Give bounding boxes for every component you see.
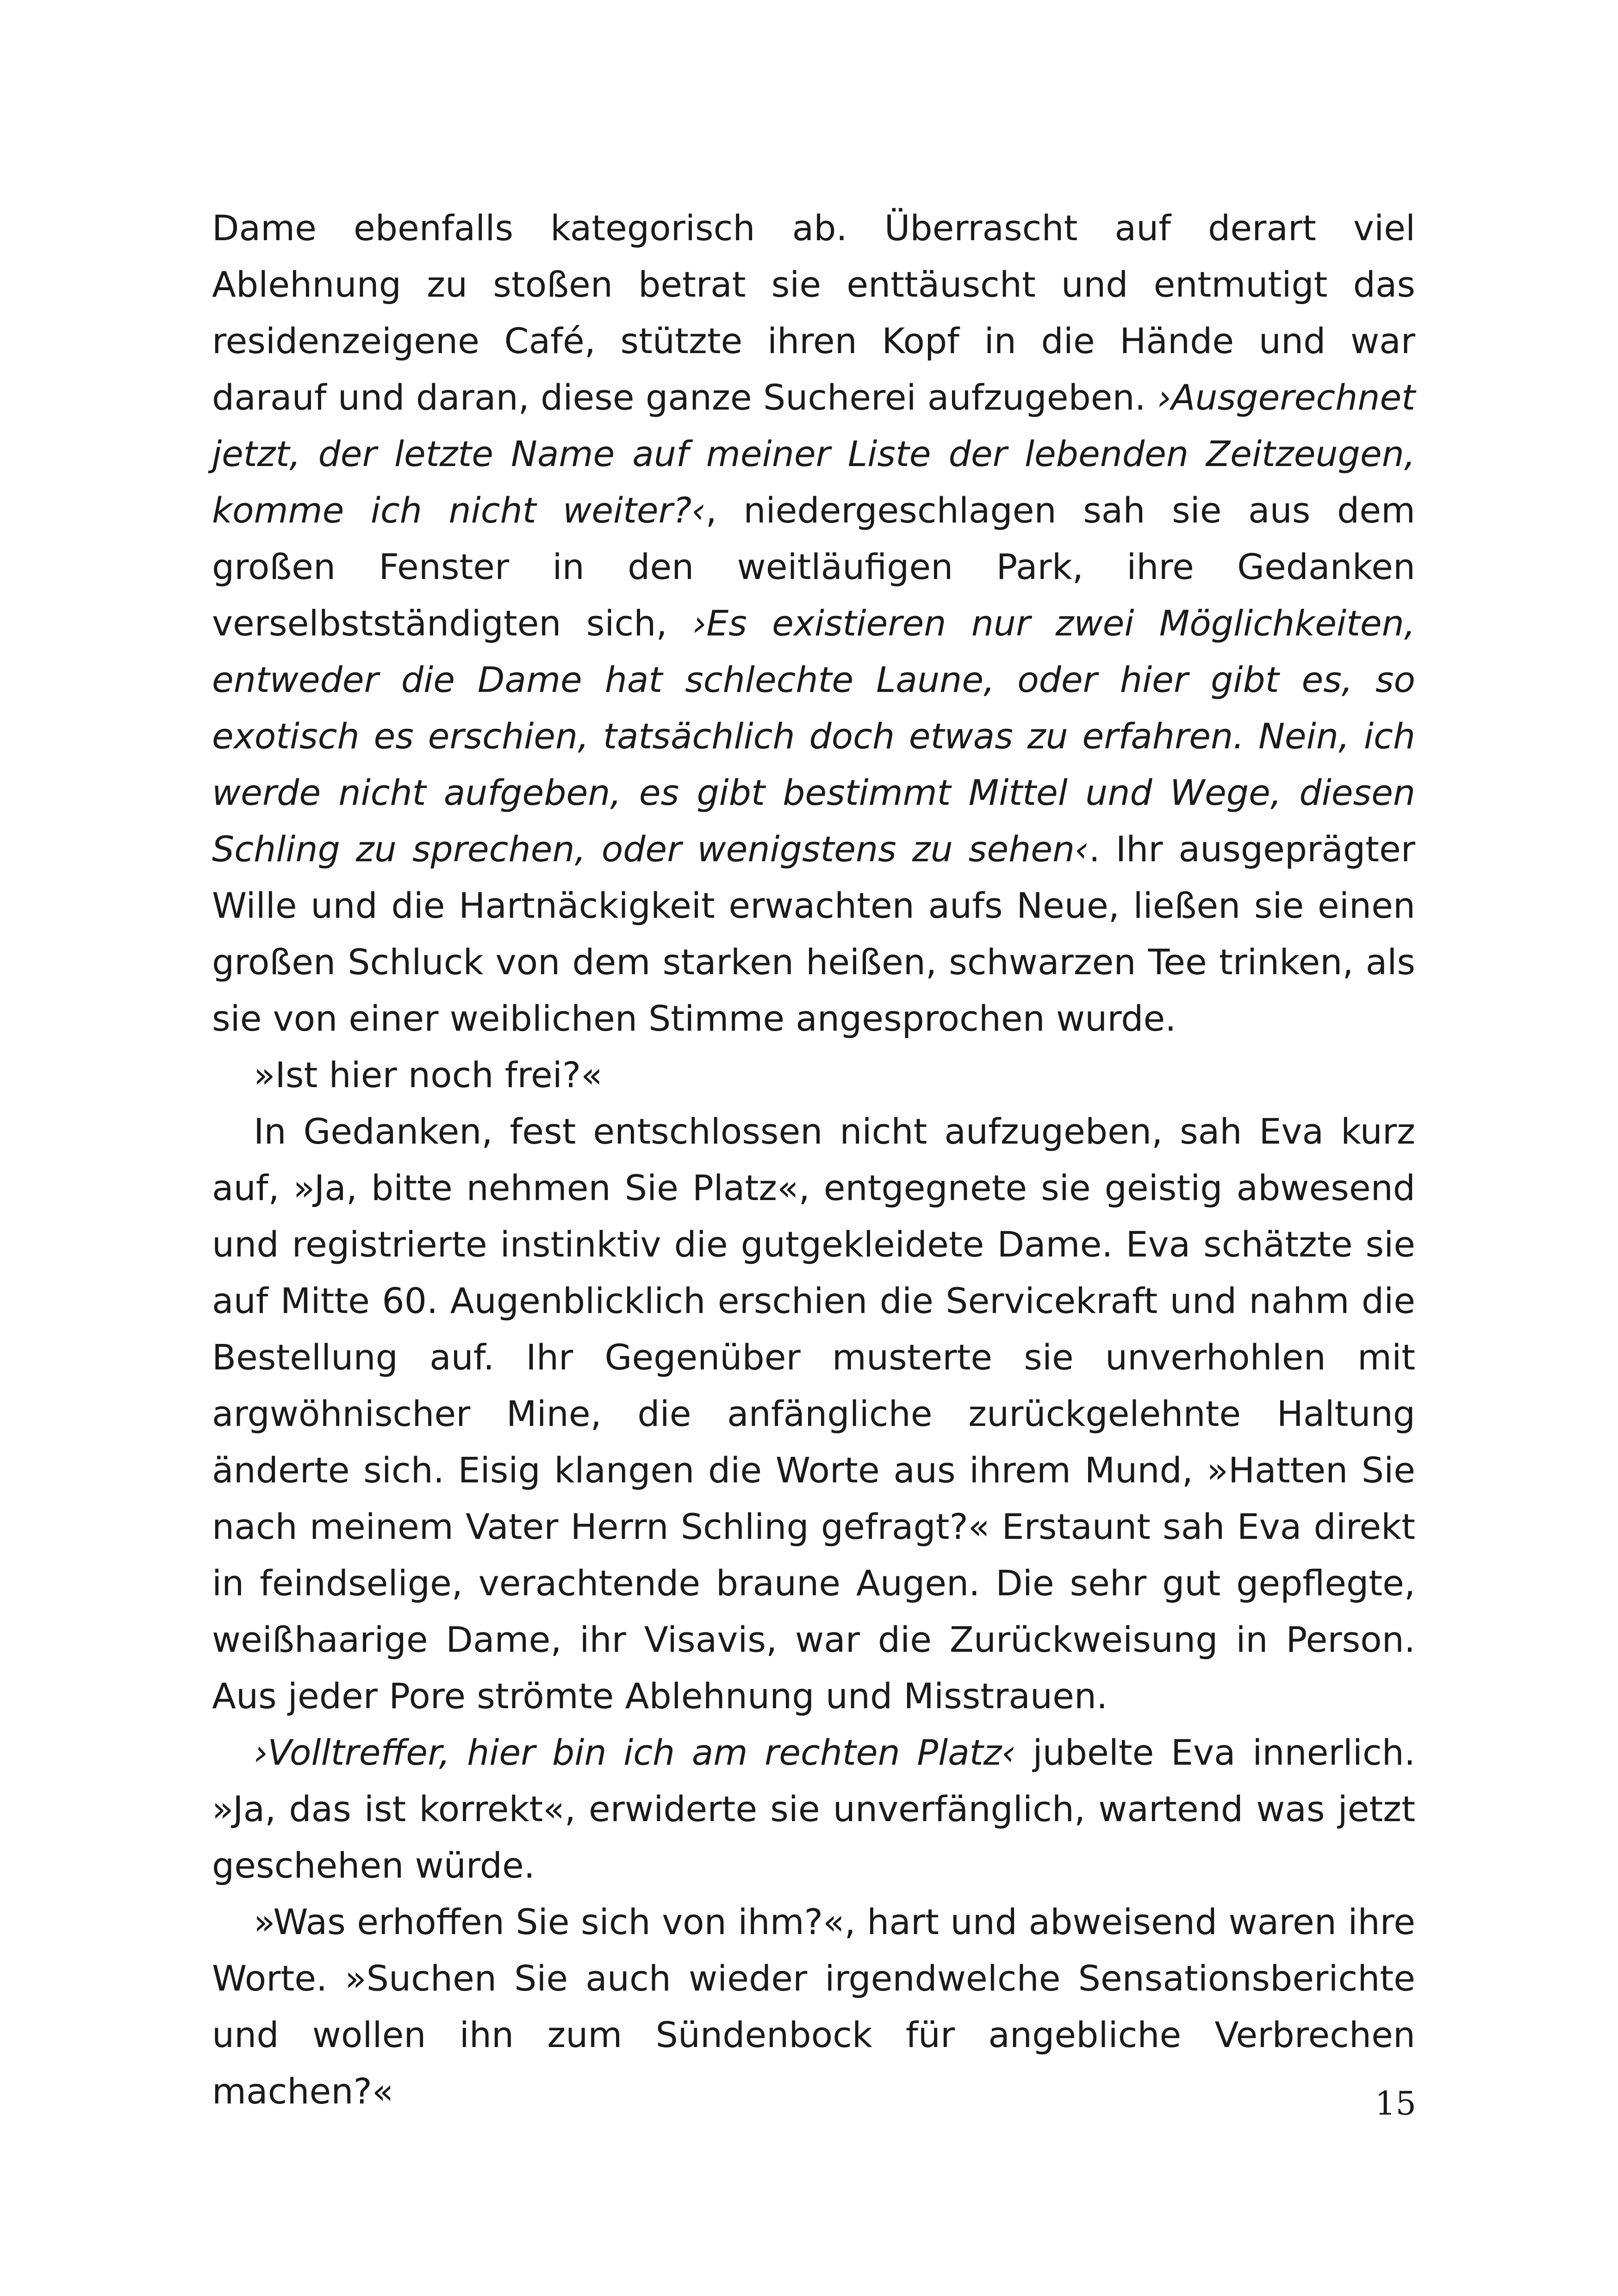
inner-thought-segment: ›Volltreffer, hier bin ich am rechten Platz‹ <box>254 1732 1016 1773</box>
dialogue-segment: »Ist hier noch frei?« <box>254 1054 603 1095</box>
paragraph-2 <box>212 1047 1415 1103</box>
paragraph-3 <box>212 1103 1415 1724</box>
inner-thought-segment: ›Es existieren nur zwei Möglichkeiten, entweder die Dame hat schlechte Laune, oder hier gibt es, so exotisch es erschien, tatsächlich doch etwas zu erfahren. Nein, ich werde nicht aufgeben, es gibt bestimmt Mittel und Wege, diesen Schling zu sprechen, oder wenigstens zu sehen‹ <box>212 603 1415 870</box>
text-segment: Dame ebenfalls kategorisch ab. Überrascht auf derart viel Ablehnung zu stoßen betrat sie enttäuscht und entmutigt das residenzeigene Café, stützte ihren Kopf in die Hände und war darauf und daran, diese ganze Sucherei aufzugeben. <box>212 207 1415 418</box>
text-segment: In Gedanken, fest entschlossen nicht aufzugeben, sah Eva kurz auf, »Ja, bitte nehmen Sie Platz«, entgegnete sie geistig abwesend und registrierte instinktiv die gutgekleidete Dame. Eva schätzte sie auf Mitte 60. Augenblicklich erschien die Servicekraft und nahm die Bestellung auf. Ihr Gegenüber musterte sie unverhohlen mit argwöhnischer Mine, die anfängliche zurückgelehnte Haltung änderte sich. Eisig klangen die Worte aus ihrem Mund, »Hatten Sie nach meinem Vater Herrn Schling gefragt?« Erstaunt sah Eva direkt in feindselige, verachtende braune Augen. Die sehr gut gepflegte, weißhaarige Dame, ihr Visavis, war die Zurückweisung in Person. Aus jeder Pore strömte Ablehnung und Misstrauen. <box>212 1111 1415 1717</box>
paragraph-4 <box>212 1724 1415 1894</box>
body-text <box>212 200 1415 2120</box>
paragraph-1 <box>212 200 1415 1047</box>
page-number: 15 <box>1375 2084 1416 2122</box>
dialogue-segment: »Was erhoffen Sie sich von ihm?«, hart und abweisend waren ihre Worte. »Suchen Sie auch wieder irgendwelche Sensationsberichte und wollen ihn zum Sündenbock für angebliche Verbrechen machen?« <box>212 1901 1415 2112</box>
paragraph-5 <box>212 1894 1415 2120</box>
inner-thought-segment: ›Ausgerechnet jetzt, der letzte Name auf meiner Liste der lebenden Zeitzeugen, komme ich nicht weiter?‹ <box>212 377 1415 531</box>
text-segment: jubelte Eva innerlich. »Ja, das ist korrekt«, erwiderte sie unverfänglich, wartend was jetzt geschehen würde. <box>212 1732 1415 1886</box>
text-segment: , niedergeschlagen sah sie aus dem großen Fenster in den weitläufigen Park, ihre Gedanken verselbstständigten sich, <box>212 490 1415 644</box>
text-segment: . Ihr ausgeprägter Wille und die Hartnäckigkeit erwachten aufs Neue, ließen sie einen großen Schluck von dem starken heißen, schwarzen Tee trinken, als sie von einer weiblichen Stimme angesprochen wurde. <box>212 828 1415 1039</box>
